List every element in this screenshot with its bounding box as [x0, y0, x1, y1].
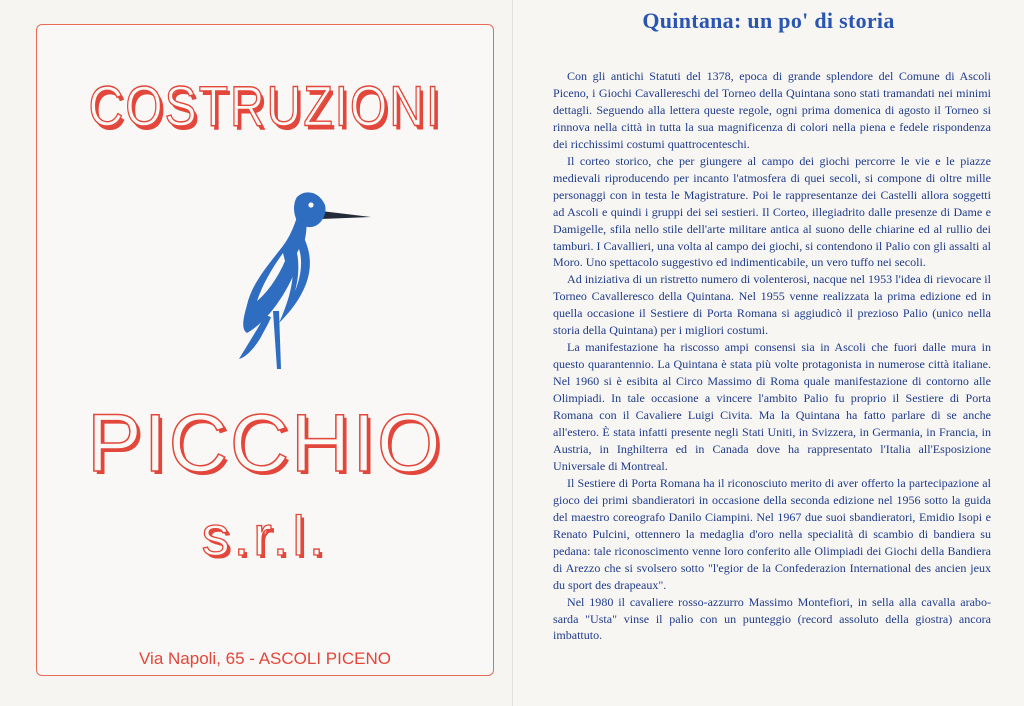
company-address: Via Napoli, 65 - ASCOLI PICENO [139, 649, 391, 668]
article-paragraph: Con gli antichi Statuti del 1378, epoca di grande splendore del Comune di Ascoli Piceno, i Giochi Cavallereschi del Torneo della Quintana sono stati tramandati nei minimi dettagli. Seguendo alla lettera queste regole, ogni prima domenica di agosto il Torneo si rinnova nella città in tutta la sua magnificenza di colori nella piena e fedele rispondenza dei ricchissimi costumi quattrocenteschi. [553, 69, 991, 151]
article-paragraph: Ad iniziativa di un ristretto numero di volenterosi, nacque nel 1953 l'idea di rievocare il Torneo Cavalleresco della Quintana. Nel 1955 venne realizzata la prima edizione ed in quella occasione il Sestiere di Porta Romana si aggiudicò il prezioso Palio (unico nella storia della Quintana) per i migliori costumi. [553, 272, 991, 338]
article-title: Quintana: un po' di storia [642, 8, 895, 33]
article-paragraph: La manifestazione ha riscosso ampi consensi sia in Ascoli che fuori dalle mura in questo quarantennio. La Quintana è stata più volte protagonista in numerose città italiane. Nel 1960 si è esibita al Circo Massimo di Roma quale manifestazione di contorno alle Olimpiadi. In tale occasione a vincere l'ambito Palio fu proprio il Sestiere di Porta Romana con il Cavaliere Luigi Civita. Ma la Quintana ha fatto parlare di se anche all'estero. È stata infatti presente negli Stati Uniti, in Svizzera, in Germania, in Francia, in Austria, in Inghilterra ed in Canada dove ha rappresentato l'Italia all'Esposizione Universale di Montreal. [553, 340, 991, 473]
advertisement-frame [36, 24, 494, 676]
company-suffix: s.r.l. [201, 504, 329, 567]
ad-title: COSTRUZIONI [88, 76, 442, 139]
article-paragraph: Nel 1980 il cavaliere rosso-azzurro Massimo Montefiori, in sella alla cavalla arabo-sarda "Usta" vinse il palio con un punteggio (record assoluto della giostra) ancora imbattuto. [553, 594, 991, 643]
article-paragraph: Il Sestiere di Porta Romana ha il riconosciuto merito di aver offerto la partecipazione al gioco dei primi sbandieratori in occasione della seconda edizione nel 1956 sotto la guida del maestro coreografo Danilo Ciampini. Nel 1967 due suoi sbandieratori, Emidio Isopi e Renato Pulcini, ottennero la medaglia d'oro nella specialità di scambio di bandiera su pedana: tale riconoscimento venne loro conferito alle Olimpiadi dei Giochi della Bandiera di Arezzo che si svolsero sotto "l'egior de la Confederazion International des ancien jeux du sport des drapeaux". [553, 475, 991, 592]
company-name: PICCHIO [87, 398, 443, 489]
woodpecker-bird-icon [213, 183, 373, 369]
article-paragraph: Il corteo storico, che per giungere al campo dei giochi percorre le vie e le piazze medievali riproducendo per incanto l'atmosfera di quei secoli, si compone di oltre mille personaggi con in testa le Magistrature. Poi le rappresentanze dei Castelli allora soggetti ad Ascoli e quindi i gruppi dei sei sestieri. Il Corteo, illegiadrito dalle presenze di Dame e Damigelle, sfila nello stile dell'arte militare antica al suono delle chiarine ed al rullio dei tamburi. I Cavallieri, una volta al campo dei giochi, si contendono il Palio con gli assalti al Moro. Uno spettacolo suggestivo ed indimenticabile, un vero tuffo nei secoli. [553, 153, 991, 270]
right-page [512, 0, 1024, 706]
article-body [553, 68, 991, 644]
